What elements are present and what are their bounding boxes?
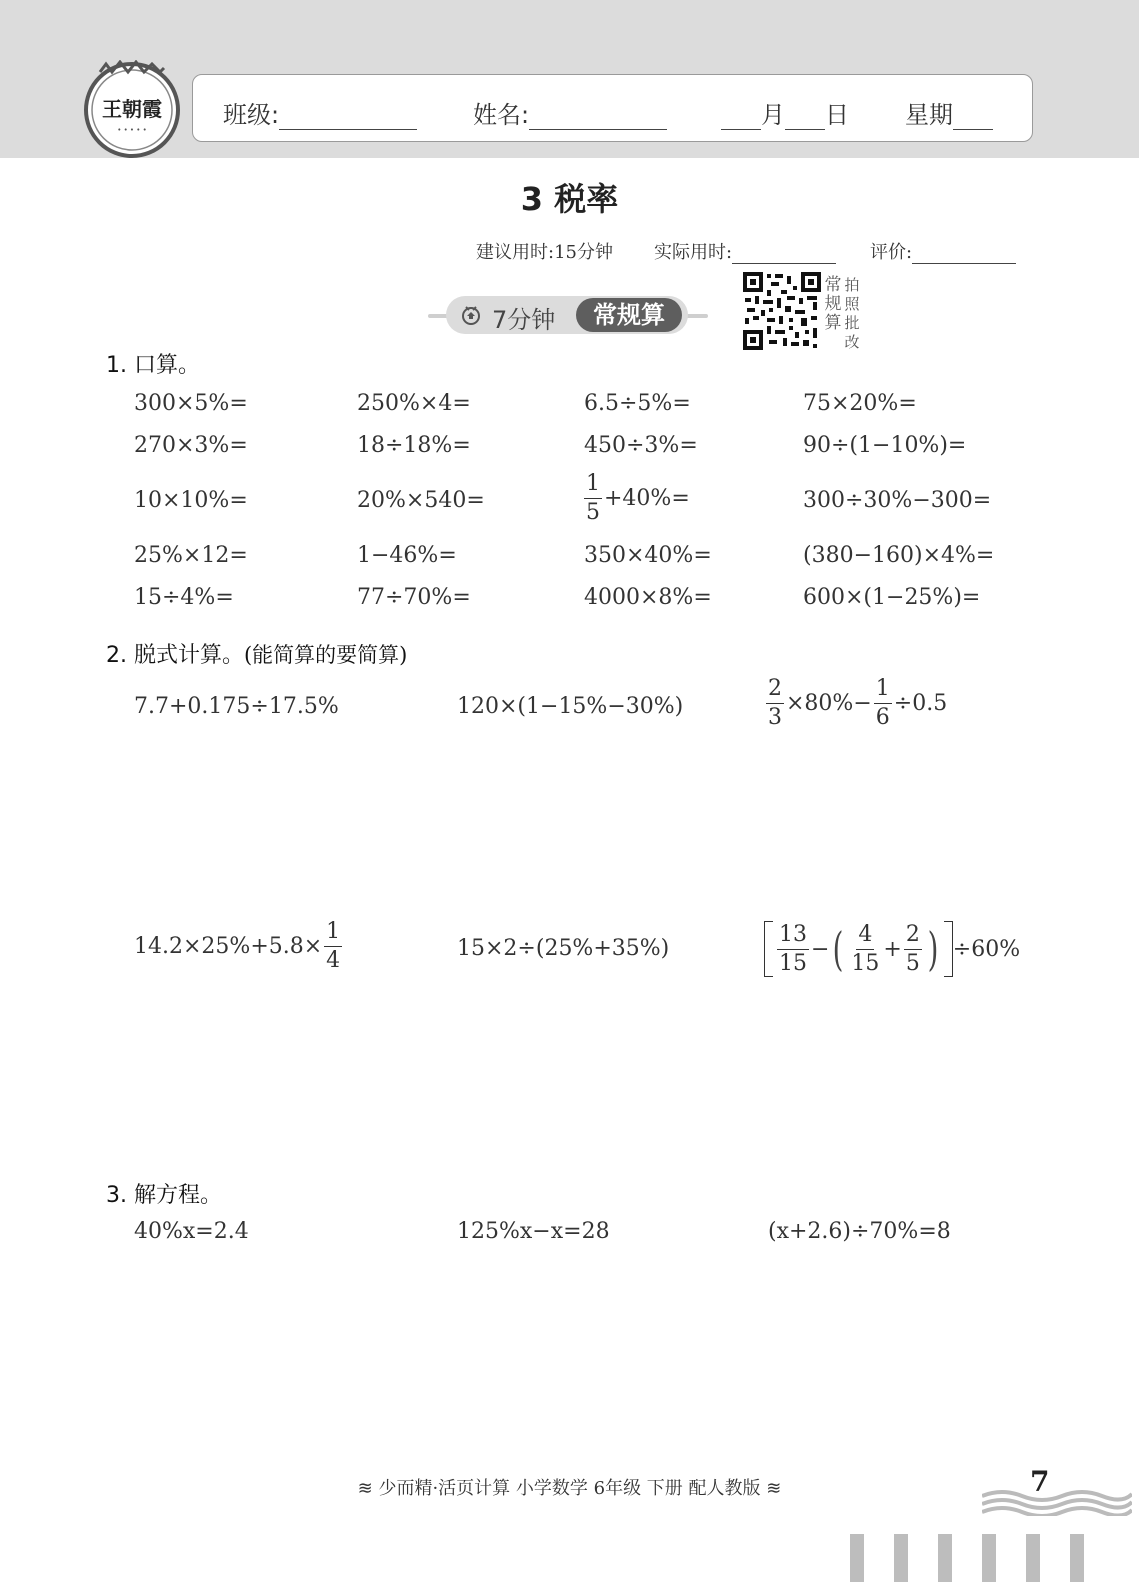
time-badge bbox=[446, 296, 688, 334]
expr-text: ÷0.5 bbox=[893, 691, 948, 716]
equation-item: 40%x=2.4 bbox=[134, 1219, 249, 1244]
oral-item: 18÷18%= bbox=[357, 433, 471, 458]
oral-item: 1−46%= bbox=[357, 543, 457, 568]
qr-char: 规 bbox=[824, 294, 842, 314]
oral-item: (380−160)×4%= bbox=[803, 543, 995, 568]
oral-item: 75×20%= bbox=[803, 391, 917, 416]
oral-item: 20%×540= bbox=[357, 488, 485, 513]
qr-side-text-right bbox=[843, 276, 861, 352]
actual-time-blank[interactable] bbox=[732, 244, 836, 264]
oral-item: 270×3%= bbox=[134, 433, 248, 458]
day-blank[interactable] bbox=[785, 106, 825, 130]
svg-text:• • • • •: • • • • • bbox=[117, 126, 147, 134]
weekday-label: 星期 bbox=[905, 101, 953, 129]
qr-side-text-left bbox=[824, 276, 842, 333]
numerator: 1 bbox=[324, 921, 342, 947]
actual-time-label: 实际用时: bbox=[654, 242, 733, 263]
numerator: 2 bbox=[904, 924, 922, 950]
fraction bbox=[904, 921, 922, 976]
fraction bbox=[874, 678, 892, 729]
section2-note: (能简算的要简算) bbox=[243, 643, 408, 667]
fraction bbox=[777, 921, 809, 976]
badge-tag: 常规算 bbox=[576, 298, 682, 332]
qr-char: 批 bbox=[844, 314, 860, 332]
weekday-field[interactable] bbox=[905, 95, 993, 130]
fraction bbox=[766, 678, 784, 729]
month-label: 月 bbox=[761, 101, 785, 129]
numerator: 1 bbox=[584, 473, 602, 499]
expr-text: +40%= bbox=[604, 486, 690, 511]
medal-icon bbox=[460, 304, 482, 326]
section1-heading: 1. 口算。 bbox=[106, 353, 200, 378]
denominator: 5 bbox=[905, 950, 920, 976]
class-blank[interactable] bbox=[279, 106, 417, 130]
class-field[interactable] bbox=[223, 95, 417, 130]
page-number: 7 bbox=[1030, 1465, 1050, 1498]
left-bracket bbox=[764, 921, 773, 977]
section3-heading: 3. 解方程。 bbox=[106, 1183, 222, 1208]
oral-item: 15÷4%= bbox=[134, 585, 234, 610]
badge-time-label: 7分钟 bbox=[492, 306, 556, 334]
qr-char: 拍 bbox=[844, 276, 860, 294]
evaluation-field[interactable] bbox=[870, 238, 1016, 264]
numerator: 2 bbox=[766, 678, 784, 704]
qr-char: 改 bbox=[844, 333, 860, 351]
oral-item: 300÷30%−300= bbox=[803, 488, 992, 513]
section2-heading bbox=[106, 638, 407, 669]
footer-wave-decoration bbox=[982, 1488, 1132, 1516]
equation-item: (x+2.6)÷70%=8 bbox=[768, 1219, 951, 1244]
oral-item: 350×40%= bbox=[584, 543, 712, 568]
expr-text: 14.2×25%+5.8× bbox=[134, 934, 323, 959]
page-title: 3 税率 bbox=[520, 180, 619, 218]
name-field[interactable] bbox=[473, 95, 667, 130]
student-info-box bbox=[192, 74, 1033, 142]
qr-char: 照 bbox=[844, 295, 860, 313]
numerator: 13 bbox=[777, 924, 809, 950]
suggested-time: 建议用时:15分钟 bbox=[476, 242, 613, 263]
expr-text: + bbox=[883, 936, 902, 962]
name-label: 姓名: bbox=[473, 101, 530, 129]
denominator: 6 bbox=[875, 705, 890, 730]
name-blank[interactable] bbox=[529, 106, 667, 130]
oral-item: 250%×4= bbox=[357, 391, 471, 416]
equation-item: 125%x−x=28 bbox=[457, 1219, 610, 1244]
fraction bbox=[584, 473, 602, 524]
class-label: 班级: bbox=[223, 101, 280, 129]
publisher-logo bbox=[82, 60, 182, 160]
numerator: 1 bbox=[874, 678, 892, 704]
oral-item: 90÷(1−10%)= bbox=[803, 433, 967, 458]
oral-item-fraction bbox=[582, 473, 690, 524]
footer-stripe-decoration bbox=[850, 1534, 1090, 1582]
expr-text: ÷60% bbox=[952, 936, 1021, 962]
actual-time-field[interactable] bbox=[654, 238, 836, 264]
oral-item: 600×(1−25%)= bbox=[803, 585, 981, 610]
step-calc-item bbox=[764, 678, 947, 729]
qr-char: 常 bbox=[824, 275, 842, 295]
evaluation-blank[interactable] bbox=[912, 244, 1016, 264]
fraction bbox=[324, 921, 342, 972]
qr-char: 算 bbox=[824, 313, 842, 333]
date-field[interactable] bbox=[721, 95, 849, 130]
qr-code[interactable] bbox=[743, 272, 821, 350]
denominator: 4 bbox=[326, 948, 341, 973]
footer-text: ≋ 少而精·活页计算 小学数学 6年级 下册 配人教版 ≋ bbox=[357, 1478, 782, 1499]
weekday-blank[interactable] bbox=[953, 106, 993, 130]
left-paren: ( bbox=[833, 922, 844, 976]
oral-item: 300×5%= bbox=[134, 391, 248, 416]
denominator: 5 bbox=[586, 500, 600, 525]
month-blank[interactable] bbox=[721, 106, 761, 130]
oral-item: 25%×12= bbox=[134, 543, 248, 568]
day-label: 日 bbox=[825, 101, 849, 129]
denominator: 15 bbox=[779, 950, 807, 976]
oral-item: 6.5÷5%= bbox=[584, 391, 691, 416]
step-calc-item: 7.7+0.175÷17.5% bbox=[134, 694, 339, 719]
evaluation-label: 评价: bbox=[870, 242, 913, 263]
step-calc-item bbox=[134, 921, 344, 972]
right-paren: ) bbox=[927, 922, 939, 976]
denominator: 15 bbox=[851, 950, 880, 976]
expr-text: − bbox=[811, 936, 830, 962]
oral-item: 10×10%= bbox=[134, 488, 248, 513]
expr-text: ×80%− bbox=[786, 691, 872, 716]
step-calc-item: 15×2÷(25%+35%) bbox=[457, 936, 670, 961]
denominator: 3 bbox=[768, 705, 782, 730]
oral-item: 77÷70%= bbox=[357, 585, 471, 610]
numerator: 4 bbox=[856, 924, 874, 950]
step-calc-item: 120×(1−15%−30%) bbox=[457, 694, 684, 719]
fraction bbox=[849, 921, 881, 976]
svg-text:王朝霞: 王朝霞 bbox=[102, 97, 162, 121]
oral-item: 4000×8%= bbox=[584, 585, 712, 610]
step-calc-item bbox=[764, 921, 1020, 977]
section2-title: 2. 脱式计算。 bbox=[106, 643, 244, 668]
oral-item: 450÷3%= bbox=[584, 433, 698, 458]
right-bracket bbox=[944, 921, 953, 977]
